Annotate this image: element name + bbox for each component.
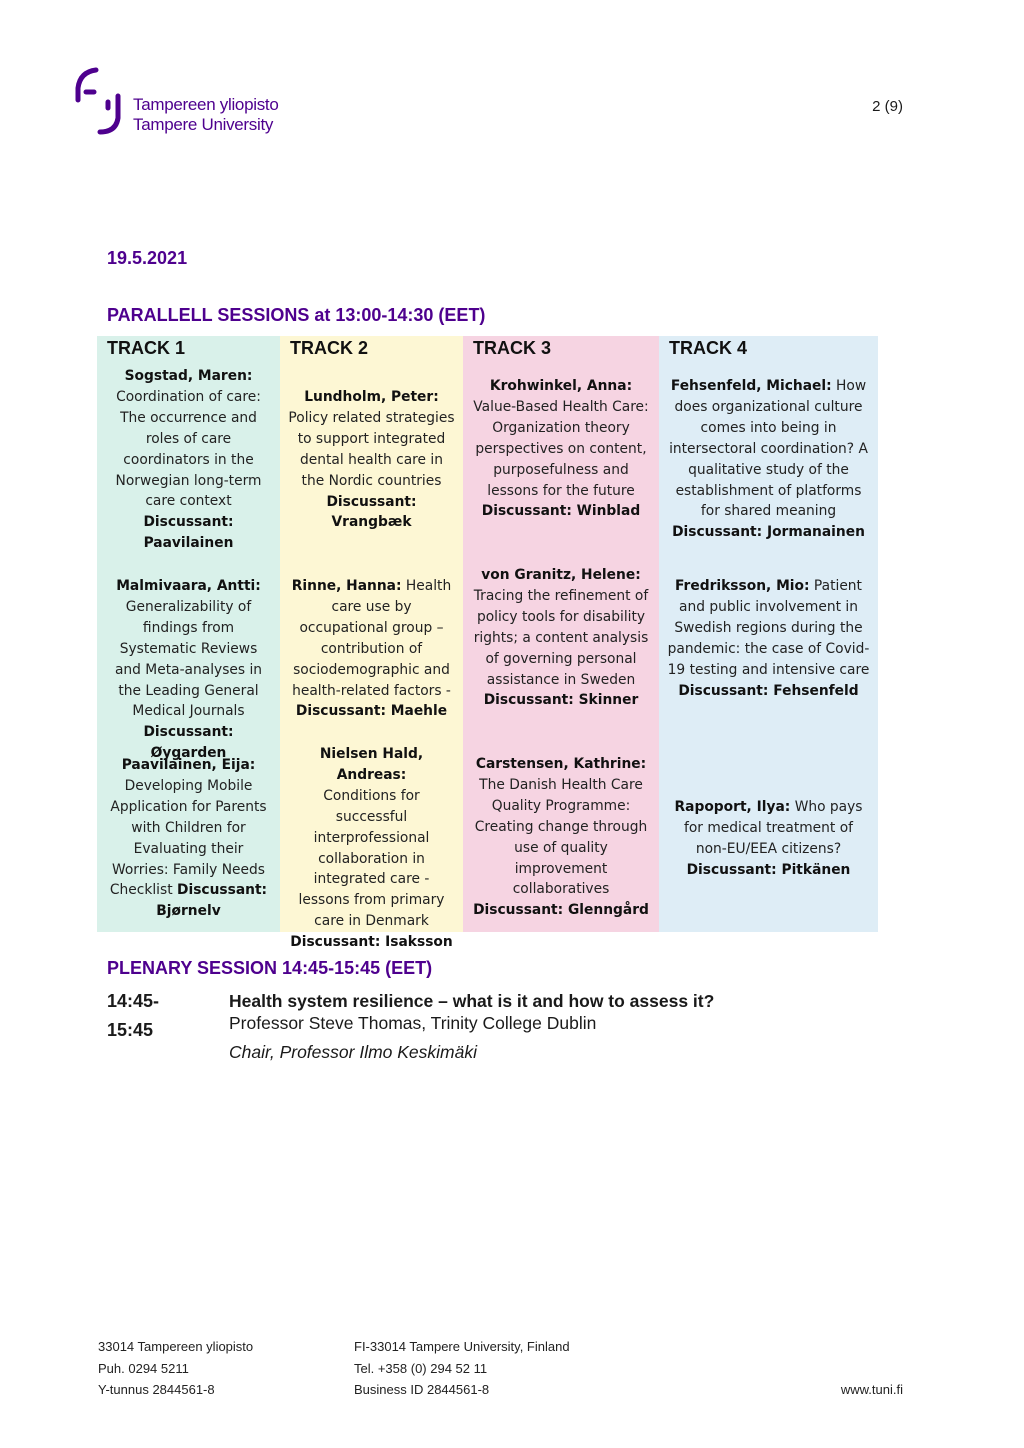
footer-line: Tel. +358 (0) 294 52 11 bbox=[354, 1360, 488, 1376]
entry-discussant: Discussant: Fehsenfeld bbox=[678, 682, 859, 699]
entry-author: Paavilainen, Eija: bbox=[121, 757, 256, 773]
entry-discussant: Discussant: Vrangbæk bbox=[326, 493, 417, 531]
entry-title: Coordination of care: The occurrence and roles of care coordinators in the Norwegian long-term care context bbox=[115, 388, 262, 510]
track-2-column bbox=[280, 336, 463, 951]
entry-author: Malmivaara, Antti: bbox=[116, 578, 261, 594]
plenary-time-start: 14:45- bbox=[107, 991, 160, 1011]
entry-discussant: Discussant: Winblad bbox=[481, 503, 641, 520]
plenary-chair: Chair, Professor Ilmo Keskimäki bbox=[229, 1042, 477, 1062]
entry-discussant: Discussant: Paavilainen bbox=[143, 514, 234, 552]
entry-title: The Danish Health Care Quality Programme: Creating change through use of quality improvement collaboratives bbox=[474, 776, 648, 898]
track-4-entry-1 bbox=[659, 376, 878, 543]
university-logo bbox=[74, 66, 314, 136]
footer-website: www.tuni.fi bbox=[840, 1382, 903, 1397]
footer-line: Puh. 0294 5211 bbox=[98, 1360, 189, 1376]
entry-author: Nielsen Hald, Andreas: bbox=[319, 746, 424, 783]
entry-title: Patient and public involvement in Swedish regions during the pandemic: the case of Covid-19 testing and intensive care bbox=[667, 578, 870, 678]
plenary-time-end: 15:45 bbox=[107, 1020, 154, 1040]
logo-text-english: Tampere University bbox=[133, 115, 274, 134]
plenary-speaker: Professor Steve Thomas, Trinity College Dublin bbox=[229, 1013, 597, 1033]
entry-author: von Granitz, Helene: bbox=[481, 567, 641, 583]
entry-discussant: Discussant: Bjørnelv bbox=[156, 882, 268, 920]
entry-author: Carstensen, Kathrine: bbox=[475, 756, 647, 772]
entry-discussant: Discussant: Maehle bbox=[295, 703, 448, 720]
event-date: 19.5.2021 bbox=[107, 248, 188, 268]
tracks-table bbox=[97, 336, 878, 951]
entry-discussant: Discussant: Øygarden bbox=[143, 724, 234, 762]
footer-address-english bbox=[354, 1336, 570, 1401]
entry-title: How does organizational culture comes into being in intersectoral coordination? A qualitative study of the establishment of platforms for shared meaning bbox=[669, 378, 868, 520]
entry-discussant: Discussant: Jormanainen bbox=[672, 524, 865, 541]
track-4-entry-3 bbox=[659, 797, 878, 881]
track-4-column bbox=[659, 336, 878, 932]
track-4-header: TRACK 4 bbox=[669, 338, 748, 358]
entry-author: Rinne, Hanna: bbox=[291, 578, 402, 594]
page-number: 2 (9) bbox=[872, 98, 903, 115]
track-2-entry-1 bbox=[280, 387, 463, 533]
entry-discussant: Discussant: Skinner bbox=[483, 692, 639, 709]
entry-author: Fredriksson, Mio: bbox=[675, 578, 810, 594]
track-3-entry-2 bbox=[463, 565, 659, 711]
track-1-header: TRACK 1 bbox=[107, 338, 186, 358]
entry-title: Conditions for successful interprofessional collaboration in integrated care - lessons from primary care in Denmark bbox=[298, 787, 445, 930]
track-1-column bbox=[97, 336, 280, 932]
track-3-entry-3 bbox=[463, 754, 659, 921]
entry-discussant: Discussant: Isaksson bbox=[290, 934, 453, 951]
track-2-header: TRACK 2 bbox=[290, 338, 369, 358]
plenary-session-title: PLENARY SESSION 14:45-15:45 (EET) bbox=[107, 958, 433, 978]
track-4-entry-2 bbox=[659, 576, 878, 701]
footer-line: Business ID 2844561-8 bbox=[354, 1382, 490, 1397]
track-1-entry-2 bbox=[97, 576, 280, 764]
track-3-header: TRACK 3 bbox=[473, 338, 552, 358]
entry-author: Fehsenfeld, Michael: bbox=[670, 378, 832, 394]
parallel-sessions-title: PARALLELL SESSIONS at 13:00-14:30 (EET) bbox=[107, 305, 486, 325]
track-3-column bbox=[463, 336, 659, 932]
entry-discussant: Discussant: Glenngård bbox=[473, 902, 649, 919]
track-1-entry-1 bbox=[97, 366, 280, 554]
entry-discussant: Discussant: Pitkänen bbox=[686, 861, 851, 878]
entry-title: Generalizability of findings from Systematic Reviews and Meta-analyses in the Leading General Medical Journals bbox=[114, 598, 263, 720]
entry-author: Krohwinkel, Anna: bbox=[489, 378, 633, 394]
track-1-entry-3 bbox=[97, 755, 280, 922]
entry-author: Rapoport, Ilya: bbox=[674, 799, 791, 815]
entry-title: Health care use by occupational group – contribution of sociodemographic and health-related factors - bbox=[292, 578, 452, 699]
track-2-entry-3 bbox=[280, 744, 463, 953]
footer-line: FI-33014 Tampere University, Finland bbox=[354, 1339, 570, 1354]
entry-author: Sogstad, Maren: bbox=[124, 368, 253, 384]
entry-title: Developing Mobile Application for Parents with Children for Evaluating their Worries: Family Needs Checklist bbox=[109, 777, 267, 899]
track-2-entry-2 bbox=[280, 576, 463, 722]
footer-line: 33014 Tampereen yliopisto bbox=[98, 1339, 254, 1354]
entry-title: Policy related strategies to support integrated dental health care in the Nordic countries bbox=[288, 409, 455, 489]
logo-mark-icon bbox=[74, 66, 130, 136]
plenary-talk-title: Health system resilience – what is it and how to assess it? bbox=[229, 991, 715, 1011]
entry-title: Tracing the refinement of policy tools for disability rights; a content analysis of governing personal assistance in Sweden bbox=[473, 587, 649, 688]
footer-line: Y-tunnus 2844561-8 bbox=[98, 1382, 215, 1397]
entry-title: Who pays for medical treatment of non-EU/EEA citizens? bbox=[683, 799, 863, 857]
track-3-entry-1 bbox=[463, 376, 659, 522]
entry-title: Value-Based Health Care: Organization theory perspectives on content, purposefulness and lessons for the future bbox=[473, 398, 649, 499]
footer-address-finnish bbox=[98, 1336, 253, 1401]
logo-text-finnish: Tampereen yliopisto bbox=[133, 95, 279, 114]
entry-author: Lundholm, Peter: bbox=[304, 389, 439, 405]
